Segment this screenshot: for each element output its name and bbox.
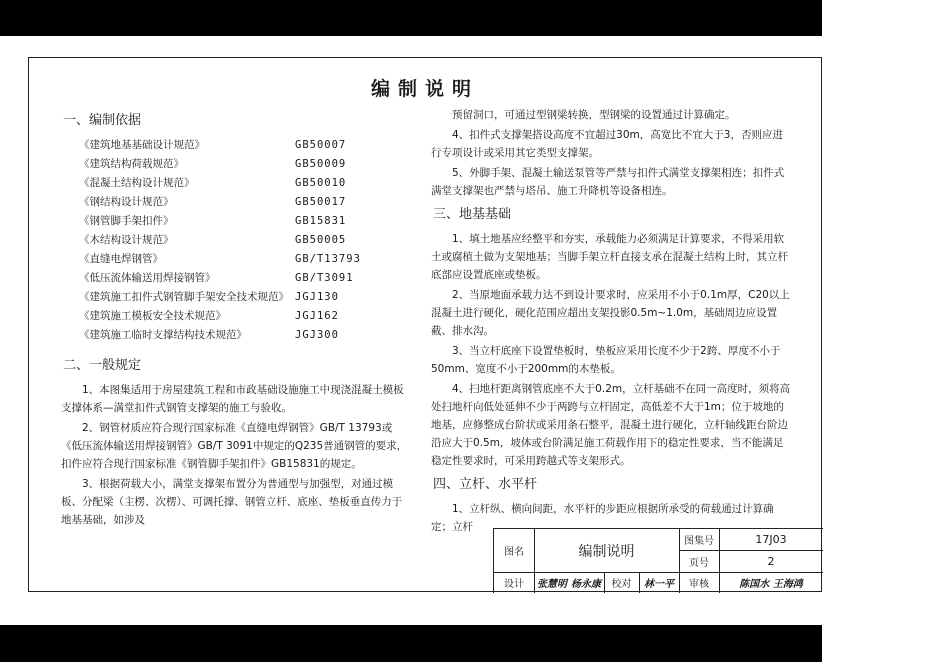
atlas-no-label: 图集号 bbox=[684, 536, 714, 547]
section-heading-basis: 一、编制依据 bbox=[63, 113, 142, 128]
design-signatures bbox=[534, 572, 604, 593]
foundation-rules bbox=[431, 230, 791, 470]
standard-name: 《低压流体输送用焊接钢管》 bbox=[79, 272, 216, 284]
page-title: 编制说明 bbox=[370, 78, 479, 100]
check-label: 校对 bbox=[611, 579, 632, 590]
standard-name: 《钢管脚手架扣件》 bbox=[79, 215, 174, 227]
standard-code: GB50017 bbox=[295, 196, 347, 208]
standard-code: GB/T3091 bbox=[295, 272, 354, 284]
standard-code: GB50005 bbox=[295, 234, 347, 246]
page-no-value: 2 bbox=[767, 554, 775, 568]
standard-row bbox=[61, 155, 411, 174]
paragraph: 1、填土地基应经整平和夯实，承载能力必须满足计算要求，不得采用软土或腐植土做为支架地基；当脚手架立杆直接支承在混凝土结构上时，其立杆底部应设置底座或垫板。 bbox=[431, 233, 788, 281]
top-scan-border bbox=[0, 0, 822, 36]
paragraph: 5、外脚手架、混凝土输送泵管等严禁与扣件式满堂支撑架相连；扣件式满堂支撑架也严禁与塔吊、施工升降机等设备相连。 bbox=[431, 167, 785, 197]
standards-list bbox=[61, 136, 411, 345]
drawing-name-label: 图名 bbox=[504, 547, 524, 558]
right-column bbox=[431, 106, 791, 538]
design-signature-2: 杨永康 bbox=[571, 579, 601, 590]
review-signature: 陈国水 王海鸿 bbox=[739, 579, 803, 590]
standard-code: JGJ162 bbox=[295, 310, 339, 322]
design-signature-1: 张慧明 bbox=[537, 579, 567, 590]
paragraph: 3、当立杆底座下设置垫板时，垫板应采用长度不少于2跨、厚度不小于50mm、宽度不小于200mm的木垫板。 bbox=[431, 345, 781, 375]
standard-code: GB/T13793 bbox=[295, 253, 361, 265]
standard-code: JGJ130 bbox=[295, 291, 339, 303]
standard-code: GB15831 bbox=[295, 215, 347, 227]
standard-name: 《建筑结构荷载规范》 bbox=[79, 158, 184, 170]
standard-name: 《建筑地基基础设计规范》 bbox=[79, 139, 205, 151]
standard-name: 《木结构设计规范》 bbox=[79, 234, 174, 246]
standard-row bbox=[61, 231, 411, 250]
check-signature: 林一平 bbox=[644, 579, 674, 590]
paragraph: 4、扣件式支撑架搭设高度不宜超过30m，高宽比不宜大于3，否则应进行专项设计或采用其它类型支撑架。 bbox=[431, 129, 783, 159]
title-block bbox=[493, 528, 823, 593]
bottom-scan-border bbox=[0, 625, 822, 662]
standard-name: 《建筑施工模板安全技术规范》 bbox=[79, 310, 226, 322]
standard-name: 《直缝电焊钢管》 bbox=[79, 253, 163, 265]
paragraph: 2、当原地面承载力达不到设计要求时，应采用不小于0.1m厚，C20以上混凝土进行硬化，硬化范围应超出支架投影0.5m~1.0m，基础周边应设置截、排水沟。 bbox=[431, 289, 790, 337]
standard-row bbox=[61, 174, 411, 193]
design-label: 设计 bbox=[504, 579, 524, 590]
continued-text bbox=[431, 106, 791, 200]
standard-row bbox=[61, 307, 411, 326]
paragraph: 预留洞口，可通过型钢梁转换，型钢梁的设置通过计算确定。 bbox=[452, 109, 736, 121]
standard-code: GB50009 bbox=[295, 158, 347, 170]
standard-code: JGJ300 bbox=[295, 329, 339, 341]
general-rules bbox=[61, 381, 411, 529]
standard-row bbox=[61, 212, 411, 231]
standard-code: GB50010 bbox=[295, 177, 347, 189]
left-column bbox=[61, 108, 411, 531]
paragraph: 3、根据荷载大小，满堂支撑架布置分为普通型与加强型，对通过模板、分配梁（主楞、次楞）、可调托撑、钢管立杆、底座、垫板垂直传力于地基基础，如涉及 bbox=[61, 478, 403, 526]
standard-name: 《建筑施工扣件式钢管脚手架安全技术规范》 bbox=[79, 291, 289, 303]
drawing-name-value: 编制说明 bbox=[578, 543, 635, 560]
standard-row bbox=[61, 326, 411, 345]
standard-name: 《建筑施工临时支撑结构技术规范》 bbox=[79, 329, 247, 341]
paragraph: 2、钢管材质应符合现行国家标准《直缝电焊钢管》GB/T 13793或《低压流体输送用焊接钢管》GB/T 3091中规定的Q235普通钢管的要求，扣件应符合现行国家标准《钢管脚手架扣件》GB15831的规定。 bbox=[61, 422, 408, 470]
review-label: 审核 bbox=[689, 579, 709, 590]
section-heading-foundation: 三、地基基础 bbox=[433, 207, 512, 222]
drawing-frame bbox=[28, 57, 822, 592]
paragraph: 4、扫地杆距离钢管底座不大于0.2m，立杆基础不在同一高度时，须将高处扫地杆向低处延伸不少于两跨与立杆固定，高低差不大于1m；位于坡地的地基，应修整成台阶状或采用条石整平，混凝土进行硬化，立杆轴线距台阶边沿应大于0.5m，坡体或台阶满足施工荷载作用下的稳定性要求，当不能满足稳定性要求时，可采用跨越式等支架形式。 bbox=[431, 383, 791, 467]
paragraph: 1、立杆纵、横向间距，水平杆的步距应根据所承受的荷载通过计算确定；立杆 bbox=[431, 503, 774, 533]
standard-row bbox=[61, 269, 411, 288]
section-heading-general: 二、一般规定 bbox=[63, 358, 142, 373]
paragraph: 1、本图集适用于房屋建筑工程和市政基础设施施工中现浇混凝土模板支撑体系—满堂扣件式钢管支撑架的施工与验收。 bbox=[61, 384, 404, 414]
section-heading-poles: 四、立杆、水平杆 bbox=[433, 477, 538, 492]
standard-row bbox=[61, 250, 411, 269]
standard-name: 《钢结构设计规范》 bbox=[79, 196, 174, 208]
standard-row bbox=[61, 288, 411, 307]
standard-row bbox=[61, 136, 411, 155]
atlas-no-value: 17J03 bbox=[755, 533, 787, 546]
standard-name: 《混凝土结构设计规范》 bbox=[79, 177, 195, 189]
standard-code: GB50007 bbox=[295, 139, 347, 151]
standard-row bbox=[61, 193, 411, 212]
page-no-label: 页号 bbox=[689, 557, 709, 569]
